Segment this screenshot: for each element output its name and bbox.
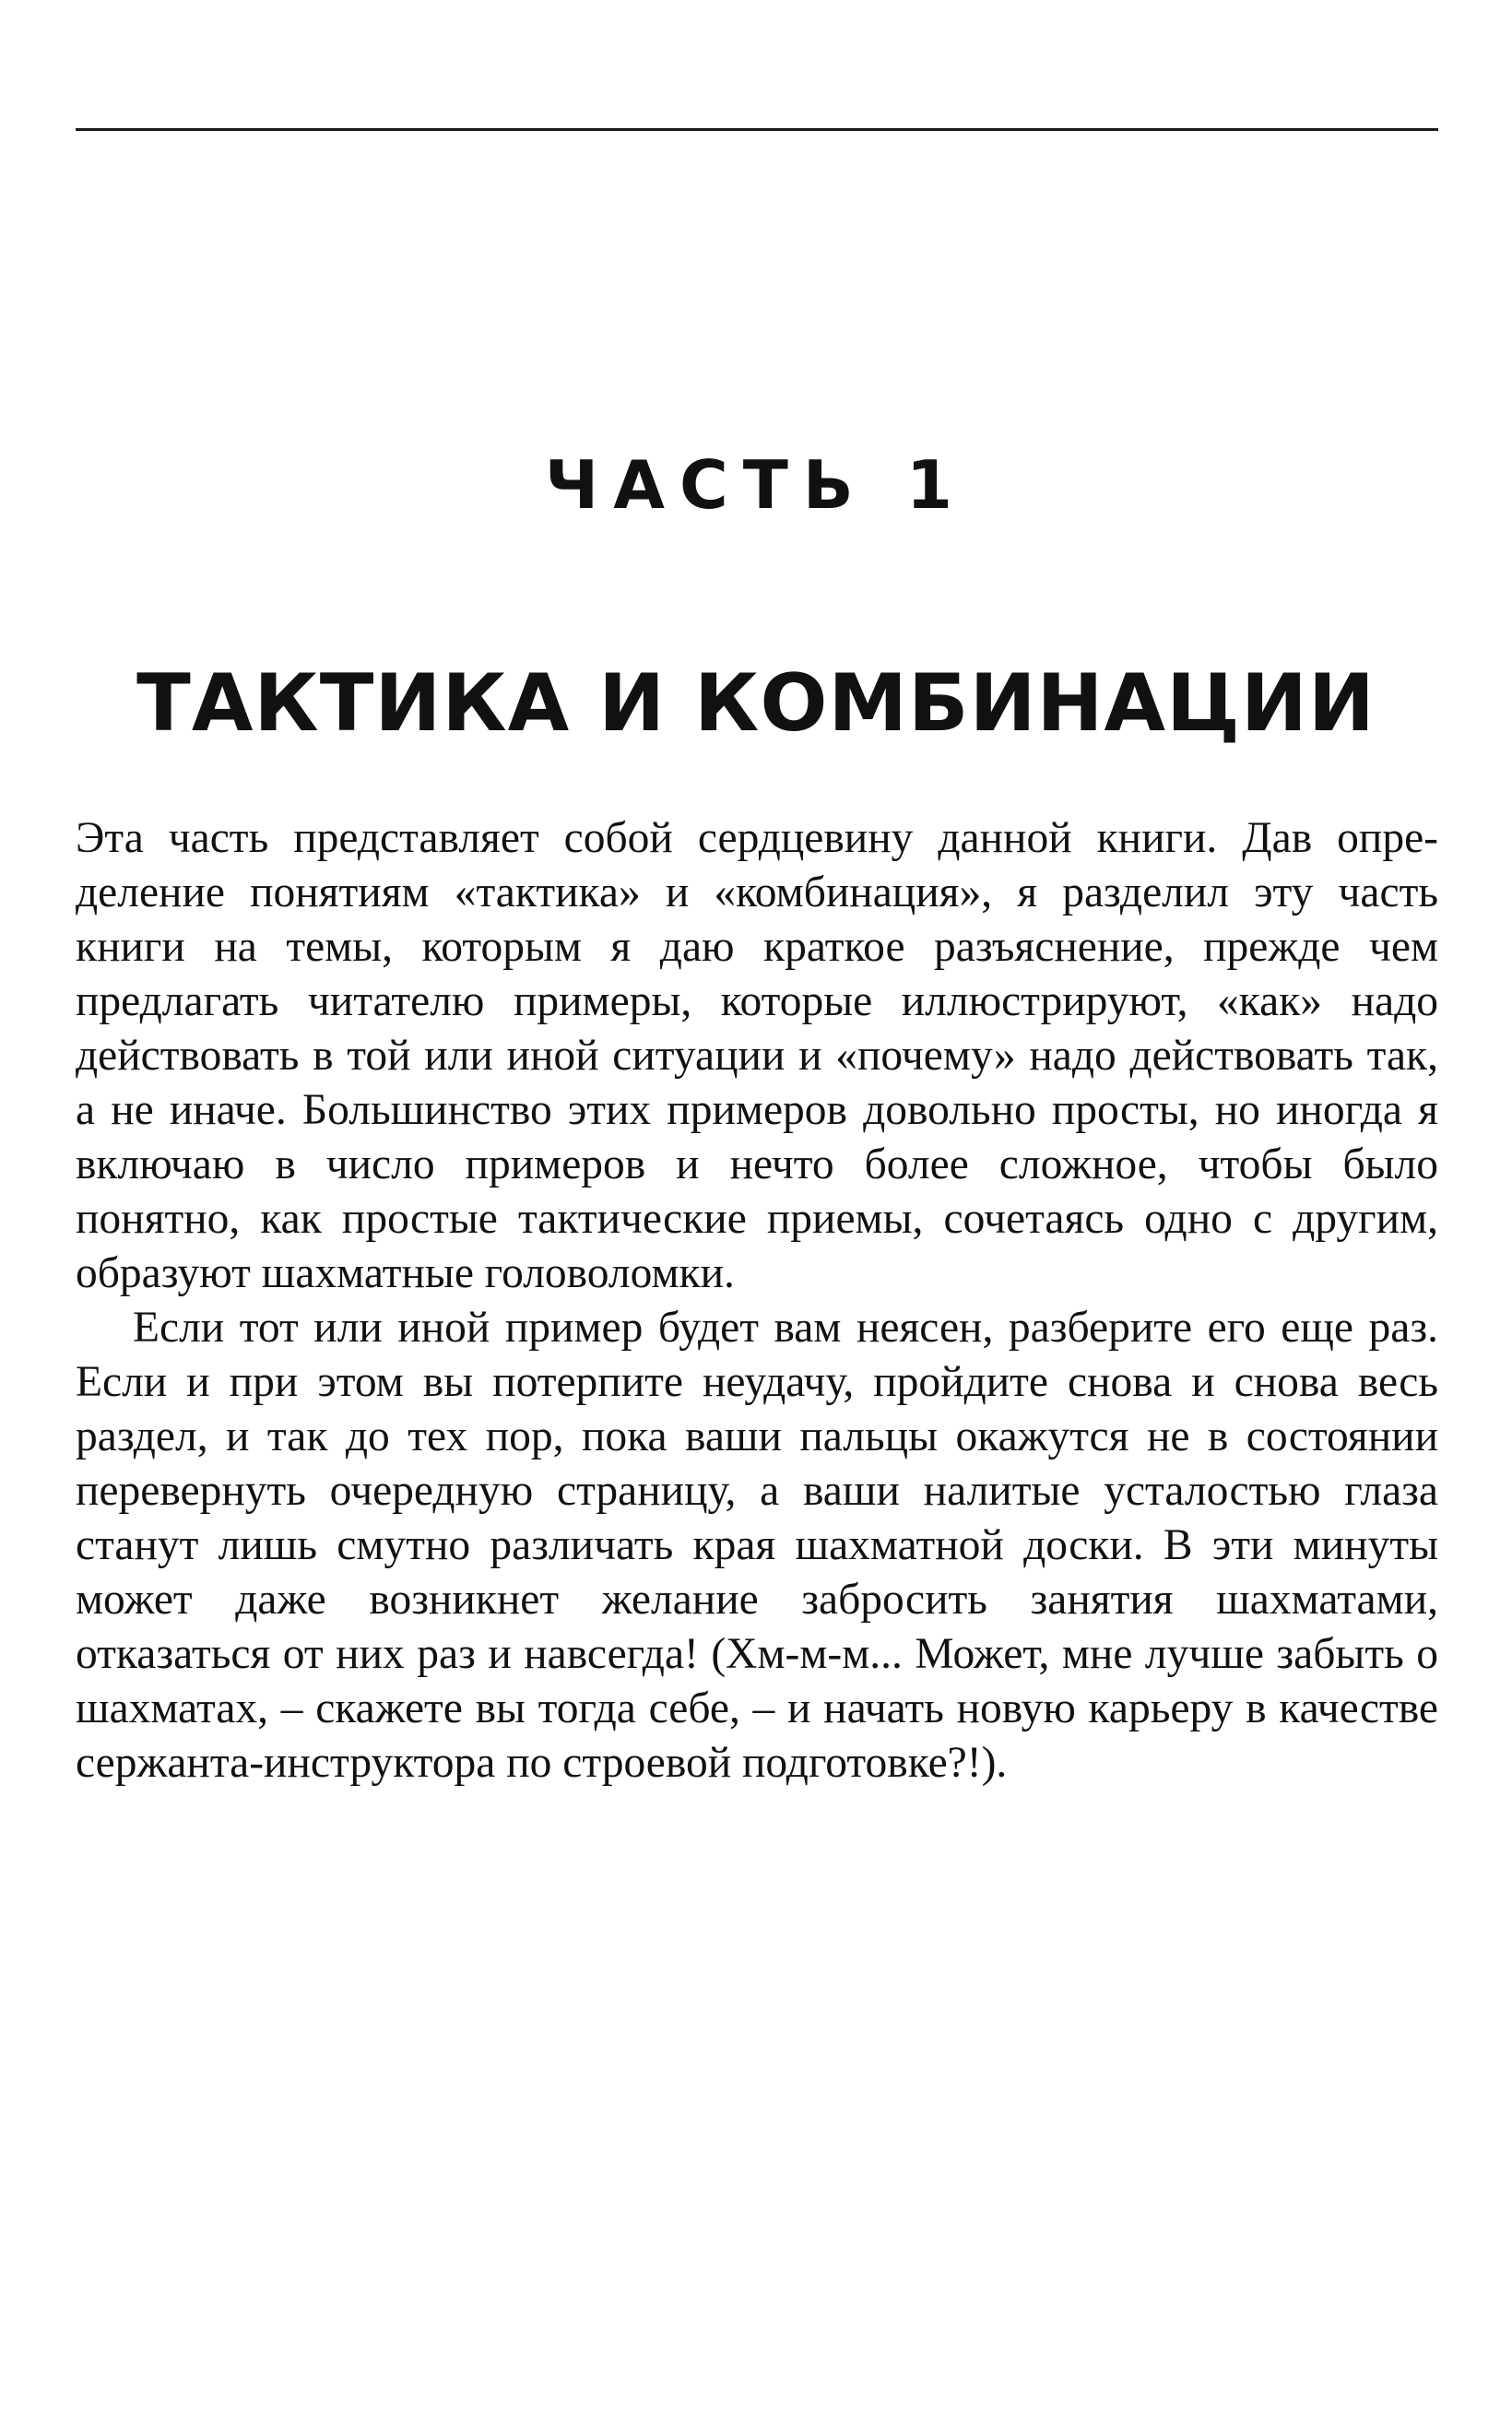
paragraph-2: Если тот или иной пример будет вам неясен, разберите его еще раз. Если и при этом вы потерпите неудачу, пройдите снова и снова весь раздел, и так до тех пор, пока ваши пальцы окажутся не в состоянии перевернуть очередную страницу, а ваши налитые усталостью глаза станут лишь смутно различать края шахматной доски. В эти минуты может даже возникнет желание забросить занятия шахматами, отказаться от них раз и навсегда! (Хм-м-м... Может, мне лучше забыть о шахматах, – скажете вы тогда себе, – и начать новую карьеру в качестве сержанта-инструктора по строевой подготовке?!). [76,1304,1438,1787]
part-label: ЧАСТЬ 1 [545,446,967,524]
paragraph-1: Эта часть представляет собой сердцевину данной книги. Дав определение понятиям «тактика» и «комбинация», я разделил эту часть книги на темы, которым я даю краткое разъяснение, прежде чем предлагать читателю примеры, которые иллюстрируют, «как» надо действовать в той или иной ситуации и «почему» надо действовать так, а не иначе. Большинство этих примеров довольно просты, но иногда я включаю в число примеров и нечто более сложное, чтобы было понятно, как простые тактические приемы, сочетаясь одно с другим, образуют шахматные головоломки. [76,814,1438,1297]
header-rule [76,128,1438,131]
body-text [76,811,1438,1791]
part-title: ТАКТИКА И КОМБИНАЦИИ [136,657,1376,750]
